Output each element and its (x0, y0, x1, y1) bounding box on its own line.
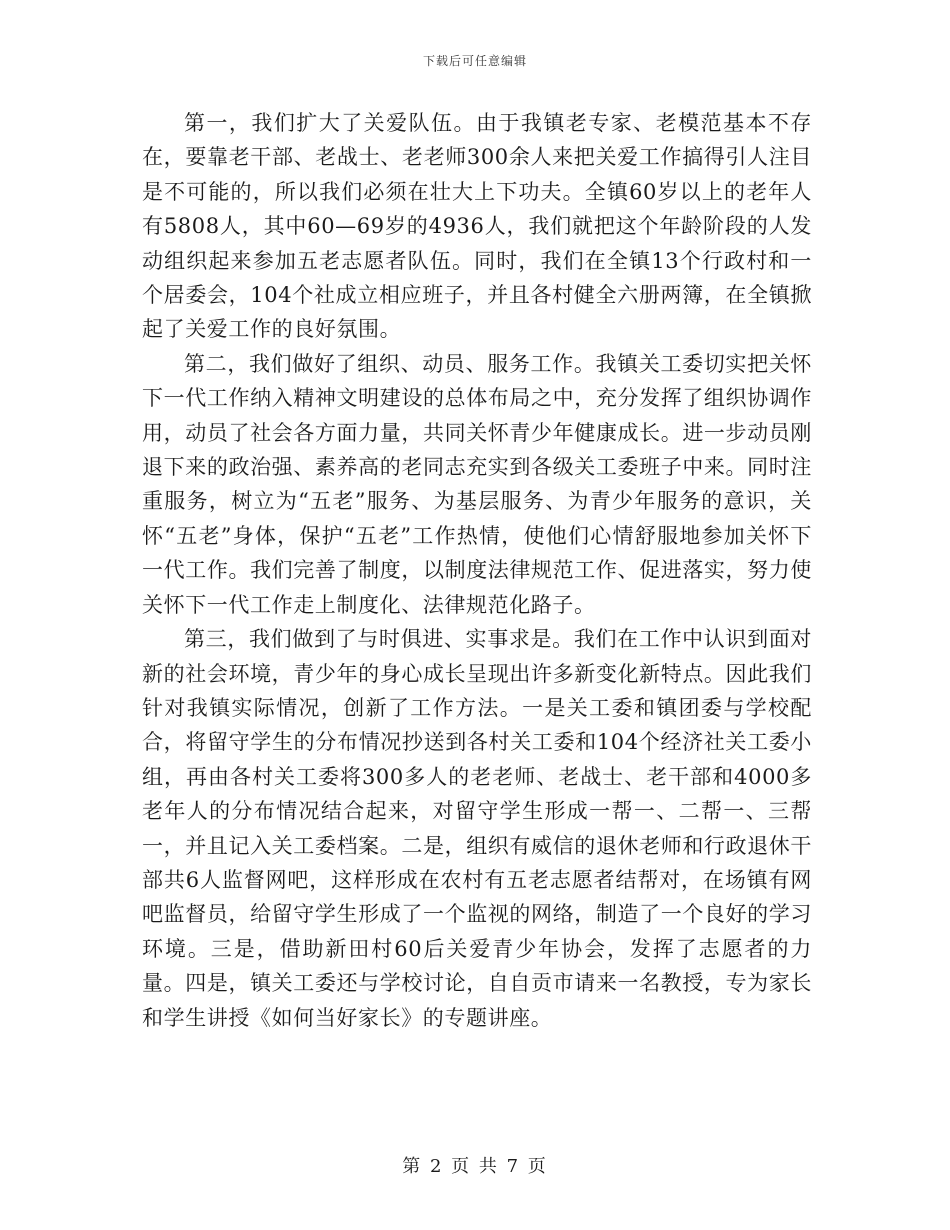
paragraph-3: 第三，我们做到了与时俱进、实事求是。我们在工作中认识到面对新的社会环境，青少年的身心成长呈现出许多新变化新特点。因此我们针对我镇实际情况，创新了工作方法。一是关工委和镇团委与学校配合，将留守学生的分布情况抄送到各村关工委和104个经济社关工委小组，再由各村关工委将300多人的老老师、老战士、老干部和4000多老年人的分布情况结合起来，对留守学生形成一帮一、二帮一、三帮一，并且记入关工委档案。二是，组织有威信的退休老师和行政退休干部共6人监督网吧，这样形成在农村有五老志愿者结帮对，在场镇有网吧监督员，给留守学生形成了一个监视的网络，制造了一个良好的学习环境。三是，借助新田村60后关爱青少年协会，发挥了志愿者的力量。四是，镇关工委还与学校讨论，自自贡市请来一名教授，专为家长和学生讲授《如何当好家长》的专题讲座。 (142, 627, 812, 1030)
paragraph-1: 第一，我们扩大了关爱队伍。由于我镇老专家、老模范基本不存在，要靠老干部、老战士、老老师300余人来把关爱工作搞得引人注目是不可能的，所以我们必须在壮大上下功夫。全镇60岁以上的老年人有5808人，其中60—69岁的4936人，我们就把这个年龄阶段的人发动组织起来参加五老志愿者队伍。同时，我们在全镇13个行政村和一个居委会，104个社成立相应班子，并且各村健全六册两簿，在全镇掀起了关爱工作的良好氛围。 (142, 111, 812, 342)
page-header: 下载后可任意编辑 (422, 54, 527, 68)
paragraph-2: 第二，我们做好了组织、动员、服务工作。我镇关工委切实把关怀下一代工作纳入精神文明建设的总体布局之中，充分发挥了组织协调作用，动员了社会各方面力量，共同关怀青少年健康成长。进一步动员刚退下来的政治强、素养高的老同志充实到各级关工委班子中来。同时注重服务，树立为“五老”服务、为基层服务、为青少年服务的意识，关怀“五老”身体，保护“五老”工作热情，使他们心情舒服地参加关怀下一代工作。我们完善了制度，以制度法律规范工作、促进落实，努力使关怀下一代工作走上制度化、法律规范化路子。 (142, 351, 812, 617)
document-body (142, 106, 812, 1035)
page-number-footer: 第 2 页 共 7 页 (402, 1156, 548, 1177)
